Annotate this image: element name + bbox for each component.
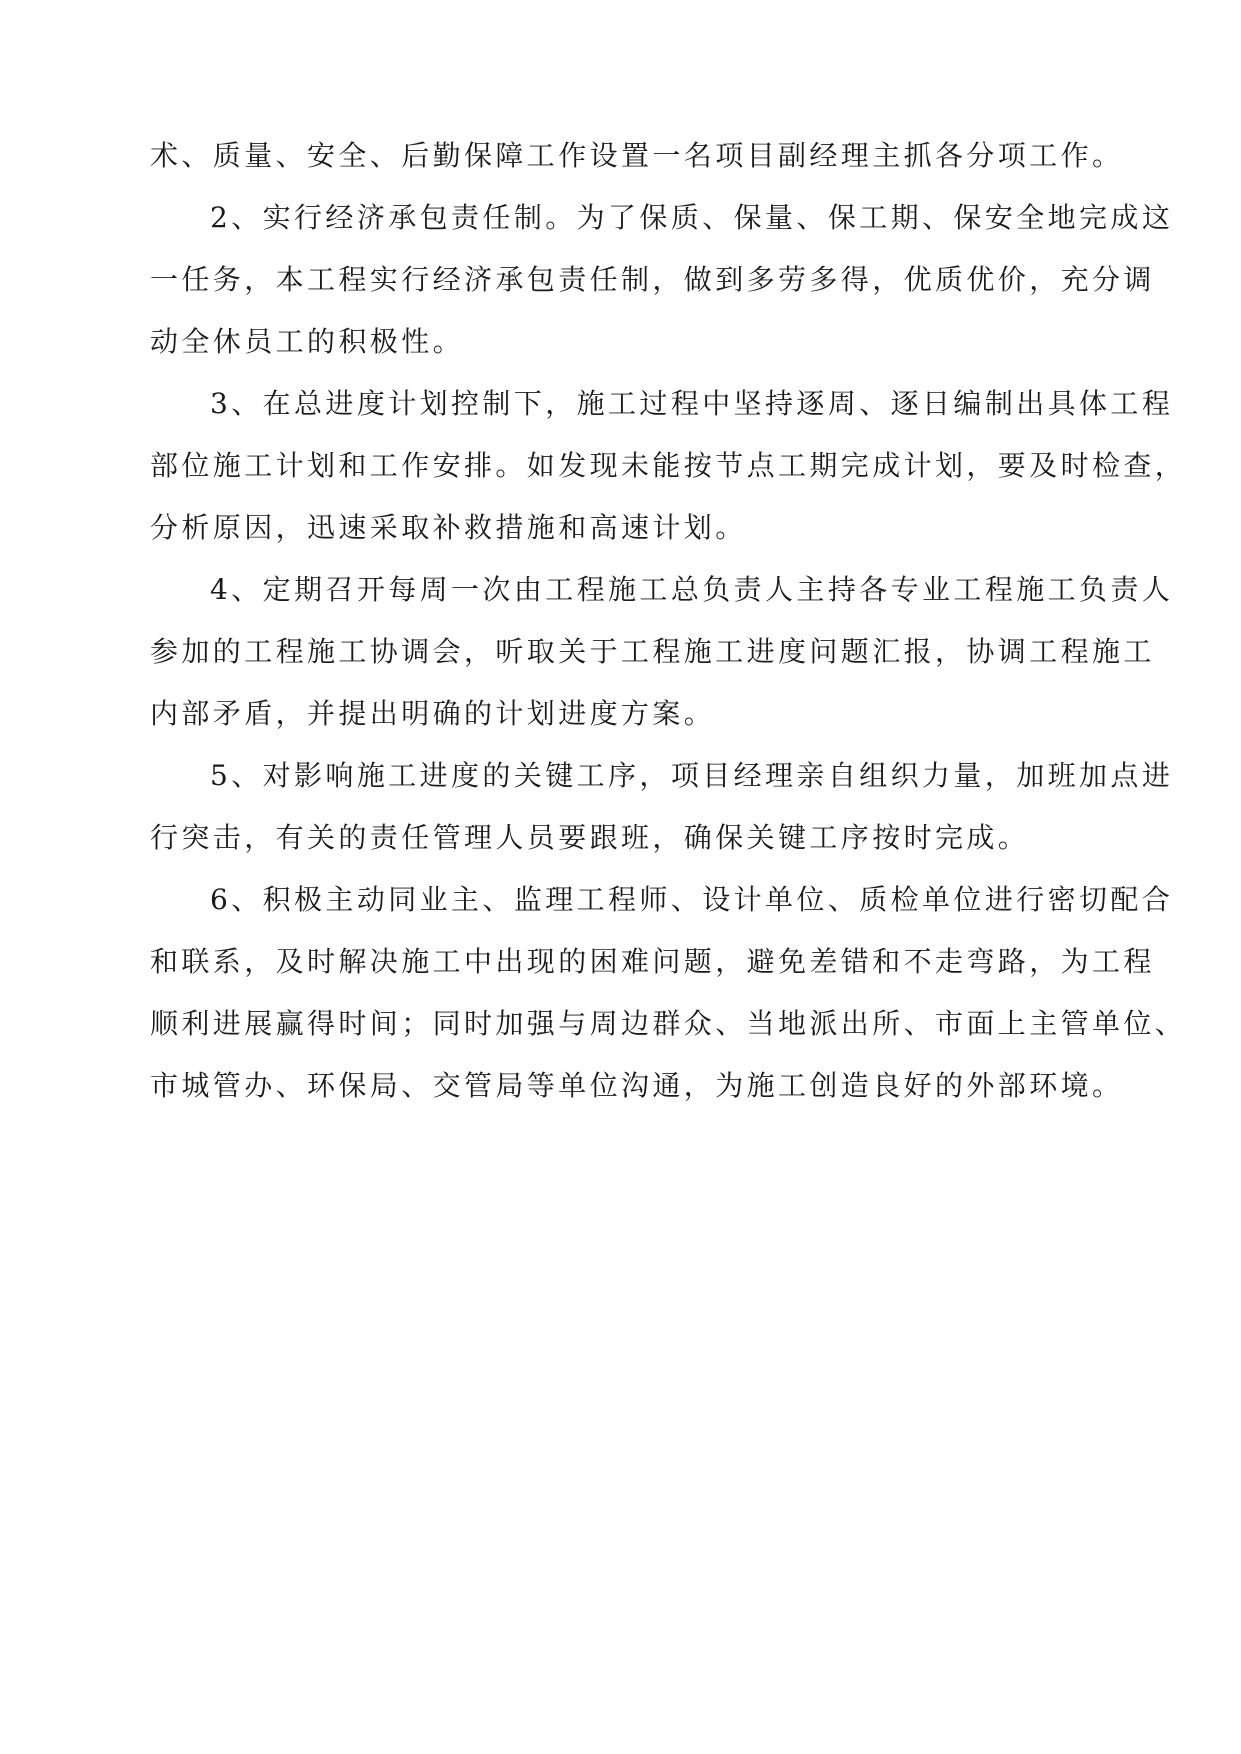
text-line: 顺利进展赢得时间；同时加强与周边群众、当地派出所、市面上主管单位、 (150, 1007, 1187, 1040)
text-line: 部位施工计划和工作安排。如发现未能按节点工期完成计划，要及时检查， (150, 449, 1187, 482)
text-line: 市城管办、环保局、交管局等单位沟通，为施工创造良好的外部环境。 (150, 1069, 1124, 1102)
text-line: 一任务，本工程实行经济承包责任制，做到多劳多得，优质优价，充分调 (150, 263, 1155, 296)
paragraph-2-line: 2、实行经济承包责任制。为了保质、保量、保工期、保安全地完成这 (210, 201, 1174, 234)
text-line: 参加的工程施工协调会，听取关于工程施工进度问题汇报，协调工程施工 (150, 635, 1155, 668)
paragraph-6-line: 6、积极主动同业主、监理工程师、设计单位、质检单位进行密切配合 (210, 883, 1174, 916)
paragraph-3-line: 3、在总进度计划控制下，施工过程中坚持逐周、逐日编制出具体工程 (210, 387, 1174, 420)
text-line: 分析原因，迅速采取补救措施和高速计划。 (150, 511, 747, 544)
text-line: 和联系，及时解决施工中出现的困难问题，避免差错和不走弯路，为工程 (150, 945, 1155, 978)
paragraph-4-line: 4、定期召开每周一次由工程施工总负责人主持各专业工程施工负责人 (210, 573, 1174, 606)
text-line: 动全休员工的积极性。 (150, 325, 465, 358)
text-line: 术、质量、安全、后勤保障工作设置一名项目副经理主抓各分项工作。 (150, 139, 1124, 172)
paragraph-5-line: 5、对影响施工进度的关键工序，项目经理亲自组织力量，加班加点进 (210, 759, 1174, 792)
body-text (150, 138, 1187, 1130)
text-line: 行突击，有关的责任管理人员要跟班，确保关键工序按时完成。 (150, 821, 1030, 854)
text-line: 内部矛盾，并提出明确的计划进度方案。 (150, 697, 716, 730)
